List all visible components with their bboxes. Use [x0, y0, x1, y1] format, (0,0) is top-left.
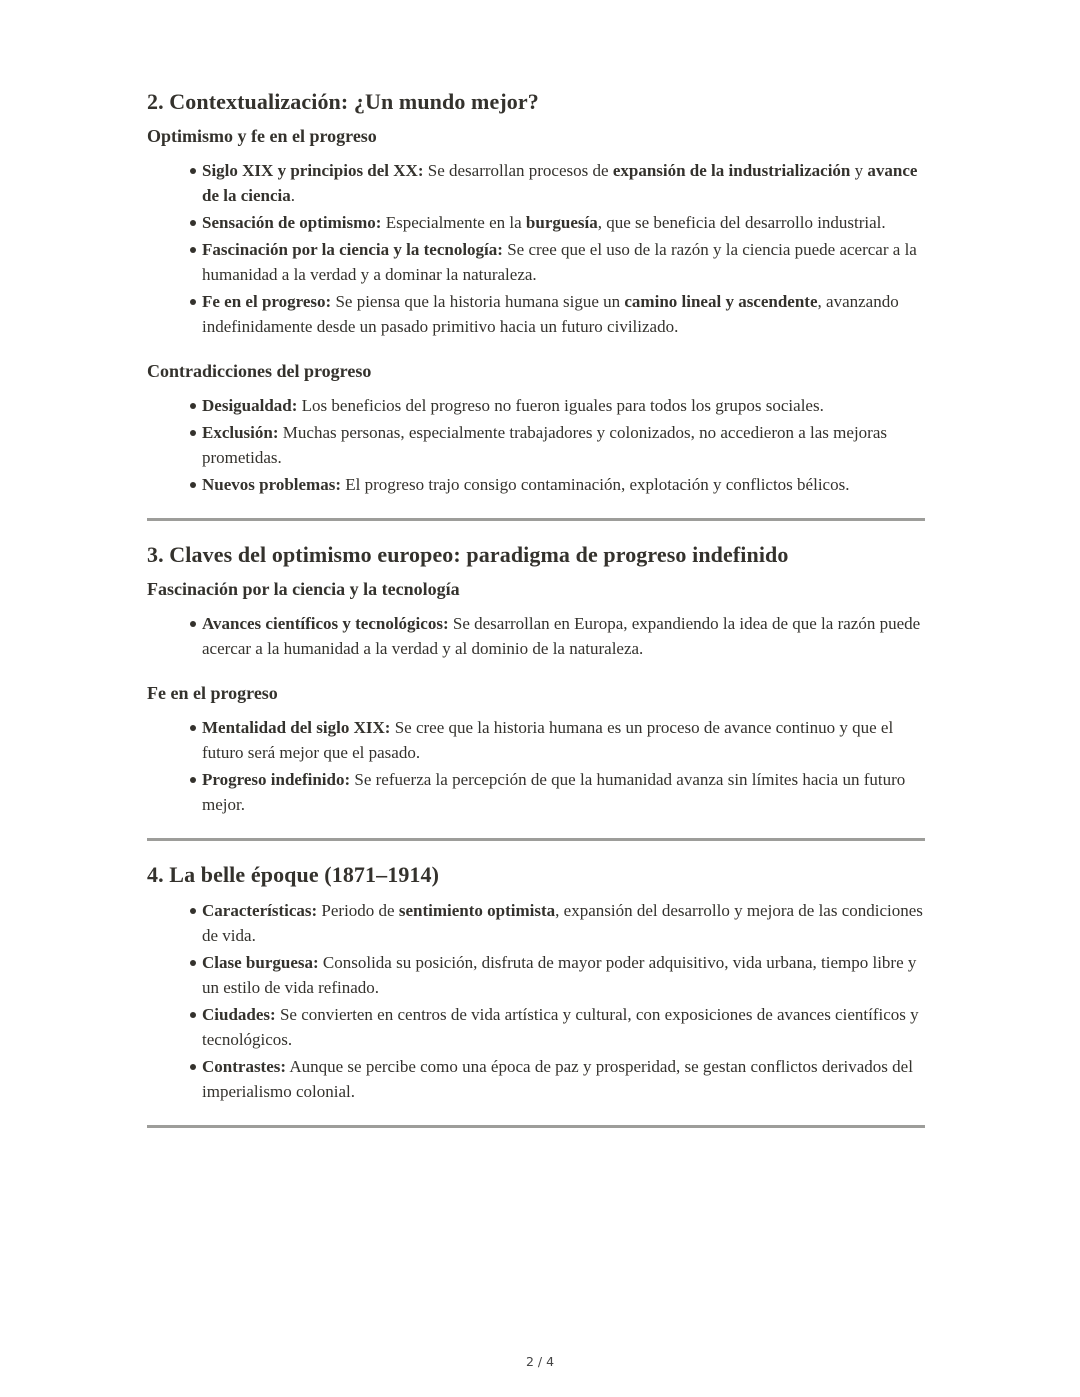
bullet-item — [147, 420, 925, 470]
bullet-text-bold: Sensación de optimismo: — [202, 213, 382, 232]
bullet-text: Se desarrollan en Europa, expandiendo la idea de que la razón puede acercar a la humanidad a la verdad y al dominio de la naturaleza. — [202, 614, 921, 658]
bullet-text: Consolida su posición, disfruta de mayor poder adquisitivo, vida urbana, tiempo libre y un estilo de vida refinado. — [202, 953, 917, 997]
bullet-list — [147, 898, 925, 1104]
bullet-list — [147, 611, 925, 661]
bullet-item — [147, 289, 925, 339]
bullet-item — [147, 950, 925, 1000]
section — [147, 88, 925, 497]
bullet-list — [147, 158, 925, 339]
bullet-text-bold: Avances científicos y tecnológicos: — [202, 614, 449, 633]
bullet-text-bold: Nuevos problemas: — [202, 475, 341, 494]
bullet-text: Aunque se percibe como una época de paz y prosperidad, se gestan conflictos derivados del imperialismo colonial. — [202, 1057, 913, 1101]
bullet-text: Especialmente en la — [381, 213, 526, 232]
section-title: 2. Contextualización: ¿Un mundo mejor? — [147, 89, 539, 114]
bullet-text-bold: camino lineal y ascendente — [624, 292, 818, 311]
section-title: 4. La belle époque (1871–1914) — [147, 862, 440, 887]
bullet-item — [147, 1002, 925, 1052]
bullet-text-bold: Progreso indefinido: — [202, 770, 351, 789]
bullet-item — [147, 158, 925, 208]
bullet-text: Se piensa que la historia humana sigue un — [331, 292, 625, 311]
bullet-text: . — [290, 186, 296, 205]
bullet-text-bold: Fascinación por la ciencia y la tecnología: — [202, 240, 503, 259]
document-content — [147, 88, 925, 1128]
bullet-text: y — [850, 161, 868, 180]
bullet-text: , que se beneficia del desarrollo industrial. — [597, 213, 886, 232]
bullet-text-bold: sentimiento optimista — [398, 901, 556, 920]
bullet-item — [147, 237, 925, 287]
section-divider — [147, 518, 925, 521]
subsection-heading: Contradicciones del progreso — [147, 361, 372, 381]
bullet-text: Se cree que la historia humana es un proceso de avance continuo y que el futuro será mejor que el pasado. — [202, 718, 894, 762]
bullet-item — [147, 393, 925, 418]
bullet-text-bold: expansión de la industrialización — [612, 161, 851, 180]
bullet-text-bold: Desigualdad: — [202, 396, 298, 415]
bullet-text-bold: Fe en el progreso: — [202, 292, 332, 311]
bullet-text-bold: Contrastes: — [202, 1057, 287, 1076]
page-footer — [0, 1354, 1080, 1369]
bullet-text-bold: Mentalidad del siglo XIX: — [202, 718, 391, 737]
bullet-text: , expansión del desarrollo y mejora de las condiciones de vida. — [202, 901, 923, 945]
bullet-text-bold: Exclusión: — [202, 423, 279, 442]
bullet-text: Se convierten en centros de vida artística y cultural, con exposiciones de avances científicos y tecnológicos. — [202, 1005, 919, 1049]
bullet-text-bold: Siglo XIX y principios del XX: — [202, 161, 424, 180]
bullet-text-bold: Características: — [202, 901, 318, 920]
subsection-heading: Fe en el progreso — [147, 683, 278, 703]
section-divider — [147, 838, 925, 841]
bullet-list — [147, 715, 925, 817]
bullet-text-bold: Ciudades: — [202, 1005, 276, 1024]
bullet-item — [147, 715, 925, 765]
section-title: 3. Claves del optimismo europeo: paradigma de progreso indefinido — [147, 542, 789, 567]
page-number: 2 / 4 — [525, 1354, 555, 1369]
section-divider — [147, 1125, 925, 1128]
bullet-text: Se cree que el uso de la razón y la ciencia puede acercar a la humanidad a la verdad y a dominar la naturaleza. — [202, 240, 917, 284]
bullet-text: Periodo de — [317, 901, 399, 920]
bullet-item — [147, 767, 925, 817]
bullet-text: Se desarrollan procesos de — [423, 161, 613, 180]
bullet-item — [147, 898, 925, 948]
bullet-text: Muchas personas, especialmente trabajadores y colonizados, no accedieron a las mejoras prometidas. — [202, 423, 887, 467]
bullet-text-bold: burguesía — [525, 213, 598, 232]
bullet-item — [147, 210, 925, 235]
subsection-heading: Fascinación por la ciencia y la tecnología — [147, 579, 460, 599]
bullet-text-bold: avance de la ciencia — [202, 161, 918, 205]
bullet-text: El progreso trajo consigo contaminación, explotación y conflictos bélicos. — [341, 475, 850, 494]
bullet-item — [147, 472, 925, 497]
bullet-text-bold: Clase burguesa: — [202, 953, 319, 972]
subsection-heading: Optimismo y fe en el progreso — [147, 126, 377, 146]
bullet-item — [147, 611, 925, 661]
bullet-text: Se refuerza la percepción de que la humanidad avanza sin límites hacia un futuro mejor. — [202, 770, 906, 814]
section — [147, 861, 925, 1104]
bullet-text: Los beneficios del progreso no fueron iguales para todos los grupos sociales. — [297, 396, 824, 415]
section — [147, 541, 925, 817]
bullet-text: , avanzando indefinidamente desde un pasado primitivo hacia un futuro civilizado. — [202, 292, 899, 336]
bullet-list — [147, 393, 925, 497]
bullet-item — [147, 1054, 925, 1104]
